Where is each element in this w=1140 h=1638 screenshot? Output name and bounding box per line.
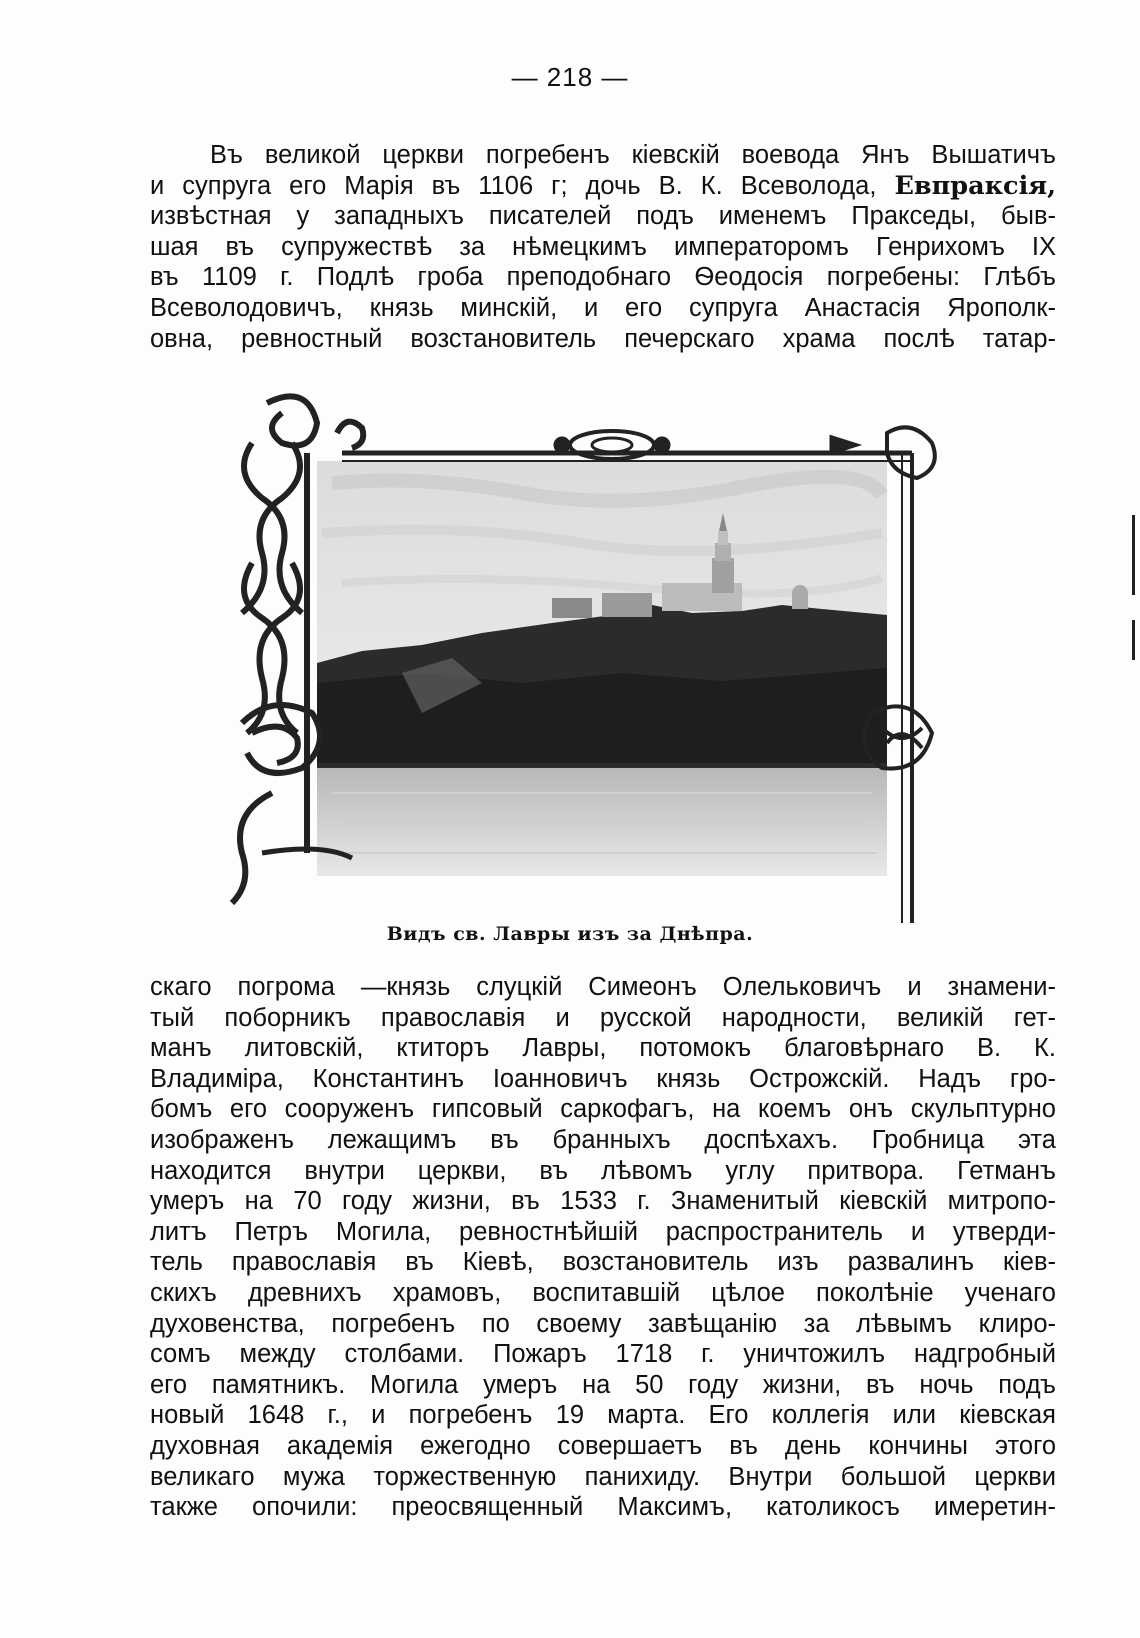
text-line: шая въ супружествѣ за нѣмецкимъ императоромъ Генрихомъ IX	[150, 232, 1056, 261]
text-line: скихъ древнихъ храмовъ, воспитавшій цѣлое поколѣніе ученаго	[150, 1278, 1056, 1307]
text-line: новый 1648 г., и погребенъ 19 марта. Его коллегія или кіевская	[150, 1401, 1056, 1430]
text-line: манъ литовскій, ктиторъ Лавры, потомокъ благовѣрнаго В. К.	[150, 1034, 1056, 1063]
text-line	[150, 171, 1056, 202]
lavra-illustration	[222, 383, 982, 923]
text-line: также опочили: преосвященный Максимъ, католикосъ имеретин-	[150, 1493, 1056, 1522]
text-line: литъ Петръ Могила, ревностнѣйшій распространитель и утверди-	[150, 1217, 1056, 1246]
lavra-picture	[222, 383, 982, 923]
scan-mark	[1132, 620, 1135, 660]
text-line: Всеволодовичъ, князь минскій, и его супруга Анастасія Ярополк-	[150, 293, 1056, 322]
text-line: въ 1109 г. Подлѣ гроба преподобнаго Ѳеодосія погребены: Глѣбъ	[150, 263, 1056, 292]
text-line: духовная академія ежегодно совершаетъ въ день кончины этого	[150, 1431, 1056, 1460]
text-line: Владиміра, Константинъ Іоанновичъ князь Острожскій. Надъ гро-	[150, 1064, 1056, 1093]
top-paragraph	[150, 140, 1056, 354]
scan-mark	[1132, 515, 1135, 595]
text-line: тель православія въ Кіевѣ, возстановитель изъ развалинъ кіев-	[150, 1248, 1056, 1277]
text-line: Въ великой церкви погребенъ кіевскій воевода Янъ Вышатичъ	[210, 141, 1056, 169]
bold-name-evpraksia: Евпраксія,	[894, 170, 1056, 201]
text-line-part: и супруга его Марія въ 1106 г; дочь В. К. Всеволода,	[150, 171, 877, 200]
text-line: изображенъ лежащимъ въ бранныхъ доспѣхахъ. Гробница эта	[150, 1125, 1056, 1154]
text-line: находится внутри церкви, въ лѣвомъ углу притвора. Гетманъ	[150, 1156, 1056, 1185]
text-line: извѣстная у западныхъ писателей подъ именемъ Пракседы, быв-	[150, 202, 1056, 231]
text-line: скаго погрома —князь слуцкій Симеонъ Олельковичъ и знамени-	[150, 973, 1056, 1001]
text-line: сомъ между столбами. Пожаръ 1718 г. уничтожилъ надгробный	[150, 1340, 1056, 1369]
text-line: умеръ на 70 году жизни, въ 1533 г. Знаменитый кіевскій митропо-	[150, 1187, 1056, 1216]
text-line: овна, ревностный возстановитель печерскаго храма послѣ татар-	[150, 324, 1056, 353]
text-line: его памятникъ. Могила умеръ на 50 году жизни, въ ночь подъ	[150, 1370, 1056, 1399]
text-line: великаго мужа торжественную панихиду. Внутри большой церкви	[150, 1462, 1056, 1491]
frame-ornament-top	[342, 431, 912, 461]
text-line: духовенства, погребенъ по своему завѣщанію за лѣвымъ клиро-	[150, 1309, 1056, 1338]
bell-tower	[712, 558, 734, 593]
text-line: бомъ его сооруженъ гипсовый саркофагъ, на коемъ онъ скульптурно	[150, 1095, 1056, 1124]
text-line: тый поборникъ православія и русской народности, великій гет-	[150, 1003, 1056, 1032]
bottom-paragraph	[150, 972, 1056, 1523]
figure-caption: Видъ св. Лавры изъ за Днѣпра.	[386, 923, 754, 945]
page-number: — 218 —	[511, 62, 629, 92]
